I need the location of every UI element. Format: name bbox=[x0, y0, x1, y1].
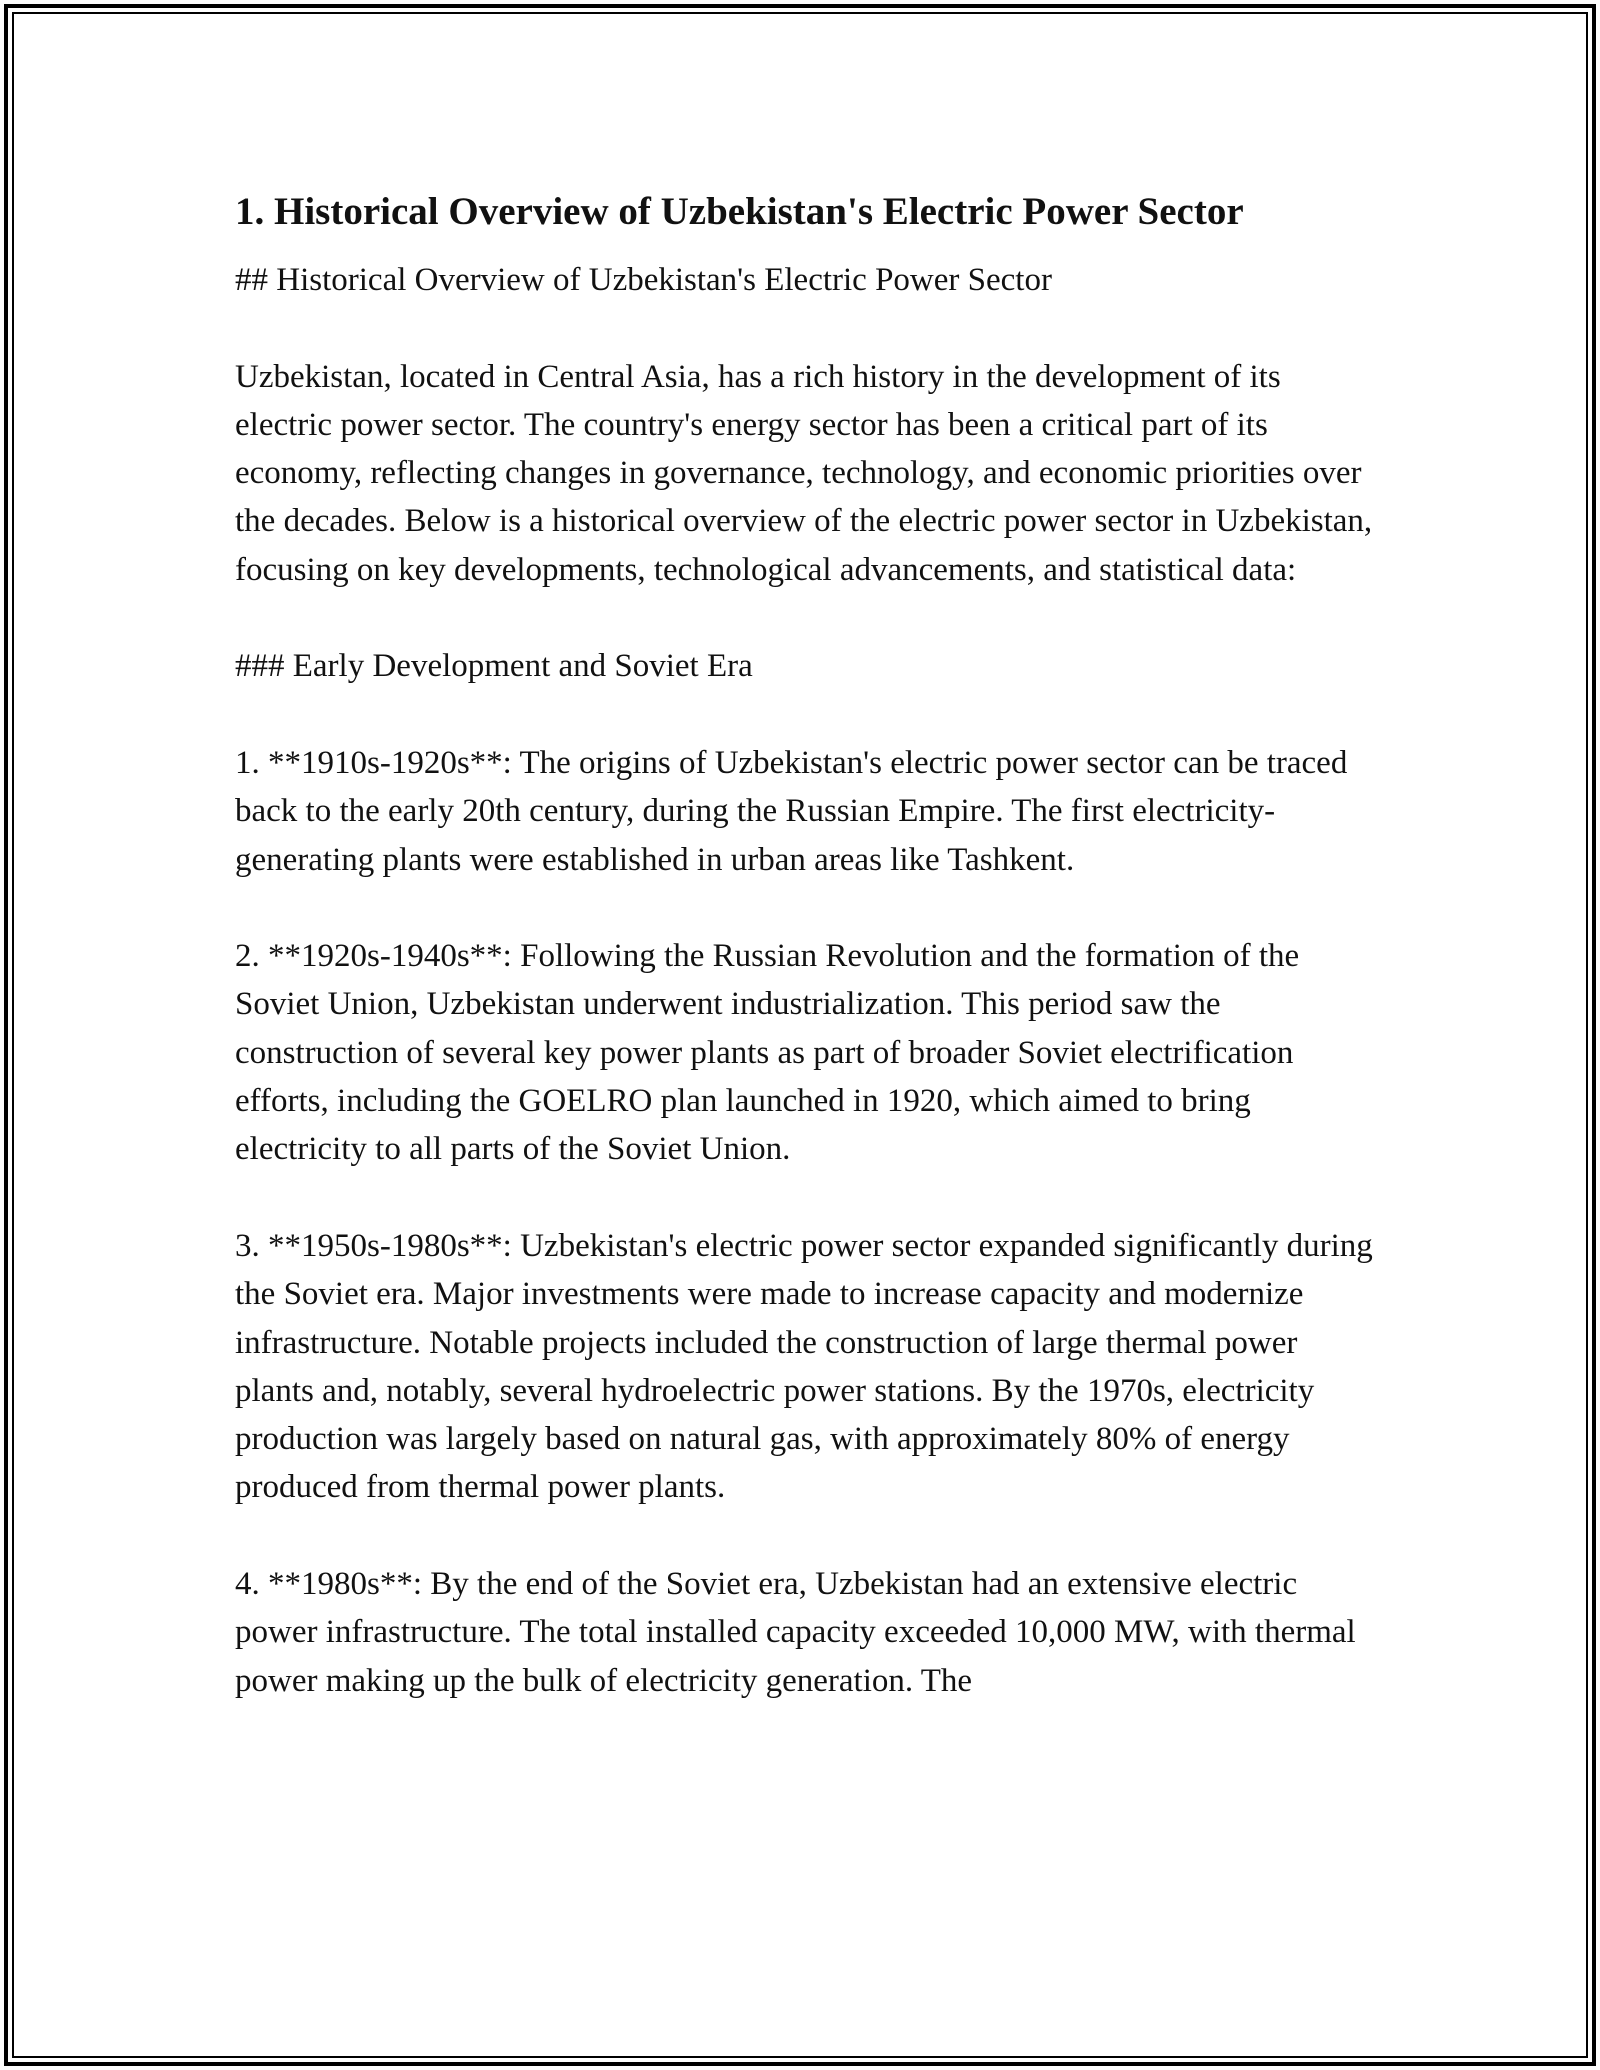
intro-paragraph: Uzbekistan, located in Central Asia, has a rich history in the development of its electric power sector. The country's energy sector has been a critical part of its economy, reflecting changes in governance, technology, and economic priorities over the decades. Below is a historical overview of the electric power sector in Uzbekistan, focusing on key developments, technological advancements, and statistical data: bbox=[235, 358, 1373, 588]
document-body bbox=[235, 186, 1375, 1753]
document-title: 1. Historical Overview of Uzbekistan's Electric Power Sector bbox=[235, 190, 1244, 233]
list-item: 1. **1910s-1920s**: The origins of Uzbekistan's electric power sector can be traced back to the early 20th century, during the Russian Empire. The first electricity-generating plants were established in urban areas like Tashkent. bbox=[235, 744, 1348, 878]
subsection-heading: ### Early Development and Soviet Era bbox=[235, 648, 753, 685]
list-item: 2. **1920s-1940s**: Following the Russian Revolution and the formation of the Soviet Union, Uzbekistan underwent industrialization. This period saw the construction of several key power plants as part of broader Soviet electrification efforts, including the GOELRO plan launched in 1920, which aimed to bring electricity to all parts of the Soviet Union. bbox=[235, 938, 1300, 1168]
list-item: 4. **1980s**: By the end of the Soviet era, Uzbekistan had an extensive electric power infrastructure. The total installed capacity exceeded 10,000 MW, with thermal power making up the bulk of electricity generation. The bbox=[235, 1566, 1356, 1699]
list-item: 3. **1950s-1980s**: Uzbekistan's electric power sector expanded significantly during the Soviet era. Major investments were made to increase capacity and modernize infrastructure. Notable projects included the construction of large thermal power plants and, notably, several hydroelectric power stations. By the 1970s, electricity production was largely based on natural gas, with approximately 80% of energy produced from thermal power plants. bbox=[235, 1227, 1373, 1506]
section-heading: ## Historical Overview of Uzbekistan's Electric Power Sector bbox=[235, 262, 1052, 298]
